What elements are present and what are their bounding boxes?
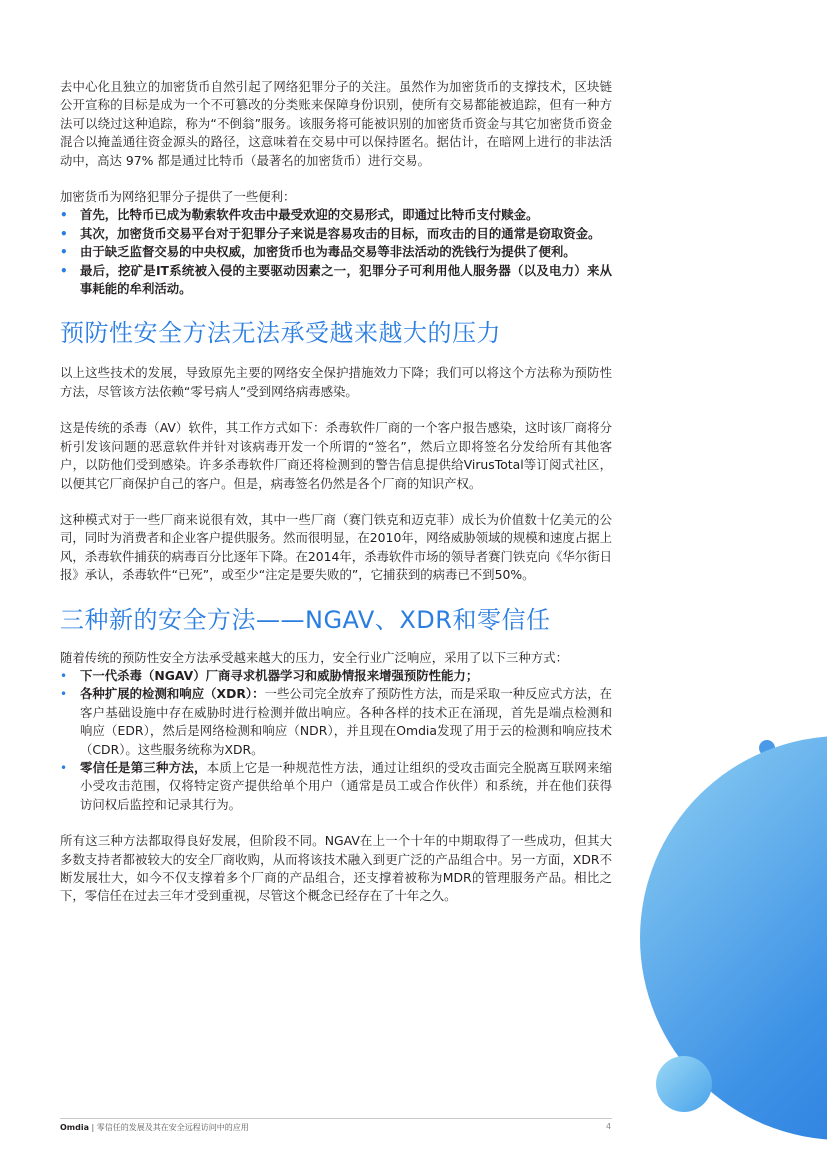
intro-paragraph-2: 加密货币为网络犯罪分子提供了一些便利： [60,189,296,205]
list-item: • 最后，挖矿是IT系统被入侵的主要驱动因素之一，犯罪分子可利用他人服务器（以及电力）来从事耗能的牟利活动。 [60,262,612,297]
bullet-icon: • [60,668,68,683]
list-item: • 下一代杀毒（NGAV）厂商寻求机器学习和威胁情报来增强预防性能力； [60,667,612,685]
crypto-benefits-list [60,206,612,298]
bullet-icon: • [60,687,68,702]
bullet-icon: • [60,760,68,775]
section1-paragraph-3: 这种模式对于一些厂商来说很有效，其中一些厂商（赛门铁克和迈克菲）成长为价值数十亿美元的公司，同时为消费者和企业客户提供服务。然而很明显，在2010年，网络威胁领域的规模和速度占据上风，杀毒软件捕获的病毒百分比逐年下降。在2014年，杀毒软件市场的领导者赛门铁克向《华尔街日报》承认，杀毒软件“已死”，或至少“注定是要失败的”，它捕获到的病毒已不到50%。 [60,511,612,583]
page-content [60,78,612,906]
list-item: • 首先，比特币已成为勒索软件攻击中最受欢迎的交易形式，即通过比特币支付赎金。 [60,206,612,224]
footer-brand: Omdia [60,1123,90,1132]
bullet-icon: • [60,208,68,223]
footer-separator: | [89,1123,97,1132]
list-item: • 零信任是第三种方法，本质上它是一种规范性方法，通过让组织的受攻击面完全脱离互联网来缩小受攻击范围，仅将特定资产提供给单个用户（通常是员工或合作伙伴）和系统，并在他们获得访问权后监控和记录其行为。 [60,759,613,812]
section2-paragraph-2: 所有这三种方法都取得良好发展，但阶段不同。NGAV在上一个十年的中期取得了一些成功，但其大多数支持者都被较大的安全厂商收购，从而将该技术融入到更广泛的产品组合中。另一方面，XDR不断发展壮大，如今不仅支撑着多个厂商的产品组合，还支撑着被称为MDR的管理服务产品。相比之下，零信任在过去三年才受到重视，尽管这个概念已经存在了十年之久。 [60,833,612,904]
list-item: • 由于缺乏监督交易的中央权威，加密货币也为毒品交易等非法活动的洗钱行为提供了便利。 [60,243,612,261]
section-heading-new-methods: 三种新的安全方法——NGAV、XDR和零信任 [60,605,551,634]
section1-paragraph-2: 这是传统的杀毒（AV）软件，其工作方式如下：杀毒软件厂商的一个客户报告感染，这时该厂商将分析引发该问题的恶意软件并针对该病毒开发一个所谓的“签名”，然后立即将签名分发给所有其他客户，以防他们受到感染。许多杀毒软件厂商还将检测到的警告信息提供给VirusTotal等订阅式社区，以便其它厂商保护自己的客户。但是，病毒签名仍然是各个厂商的知识产权。 [60,420,612,491]
bullet-icon: • [60,263,68,278]
section1-paragraph-1: 以上这些技术的发展，导致原先主要的网络安全保护措施效力下降；我们可以将这个方法称为预防性方法，尽管该方法依赖“零号病人”受到网络病毒感染。 [60,365,612,399]
medium-gradient-circle [656,1056,712,1112]
footer-divider [60,1118,612,1119]
page-number: 4 [606,1122,612,1131]
section2-paragraph-1: 随着传统的预防性安全方法承受越来越大的压力，安全行业广泛响应，采用了以下三种方式： [60,649,569,665]
new-methods-list [60,667,612,814]
bullet-icon: • [60,226,68,241]
section-heading-preventive: 预防性安全方法无法承受越来越大的压力 [60,319,501,348]
footer-title: 零信任的发展及其在安全远程访问中的应用 [96,1123,249,1132]
footer [60,1122,249,1133]
list-item: • 各种扩展的检测和响应（XDR）：一些公司完全放弃了预防性方法，而是采取一种反应式方法，在客户基础设施中存在威胁时进行检测并做出响应。各种各样的技术正在涌现，首先是端点检测和响应（EDR），然后是网络检测和响应（NDR），并且现在Omdia发现了用于云的检测和响应技术（CDR）。这些服务统称为XDR。 [60,686,612,757]
bullet-icon: • [60,245,68,260]
list-item: • 其次，加密货币交易平台对于犯罪分子来说是容易攻击的目标，而攻击的目的通常是窃取资金。 [60,225,612,243]
intro-paragraph-1: 去中心化且独立的加密货币自然引起了网络犯罪分子的关注。虽然作为加密货币的支撑技术，区块链公开宣称的目标是成为一个不可篡改的分类账来保障身份识别，使所有交易都能被追踪，但有一种方法可以绕过这种追踪，称为“不倒翁”服务。该服务将可能被识别的加密货币资金与其它加密货币资金混合以掩盖通往资金源头的路径，这意味着在交易中可以保持匿名。据估计，在暗网上进行的非法活动中，高达 97% 都是通过比特币（最著名的加密货币）进行交易。 [60,79,612,168]
